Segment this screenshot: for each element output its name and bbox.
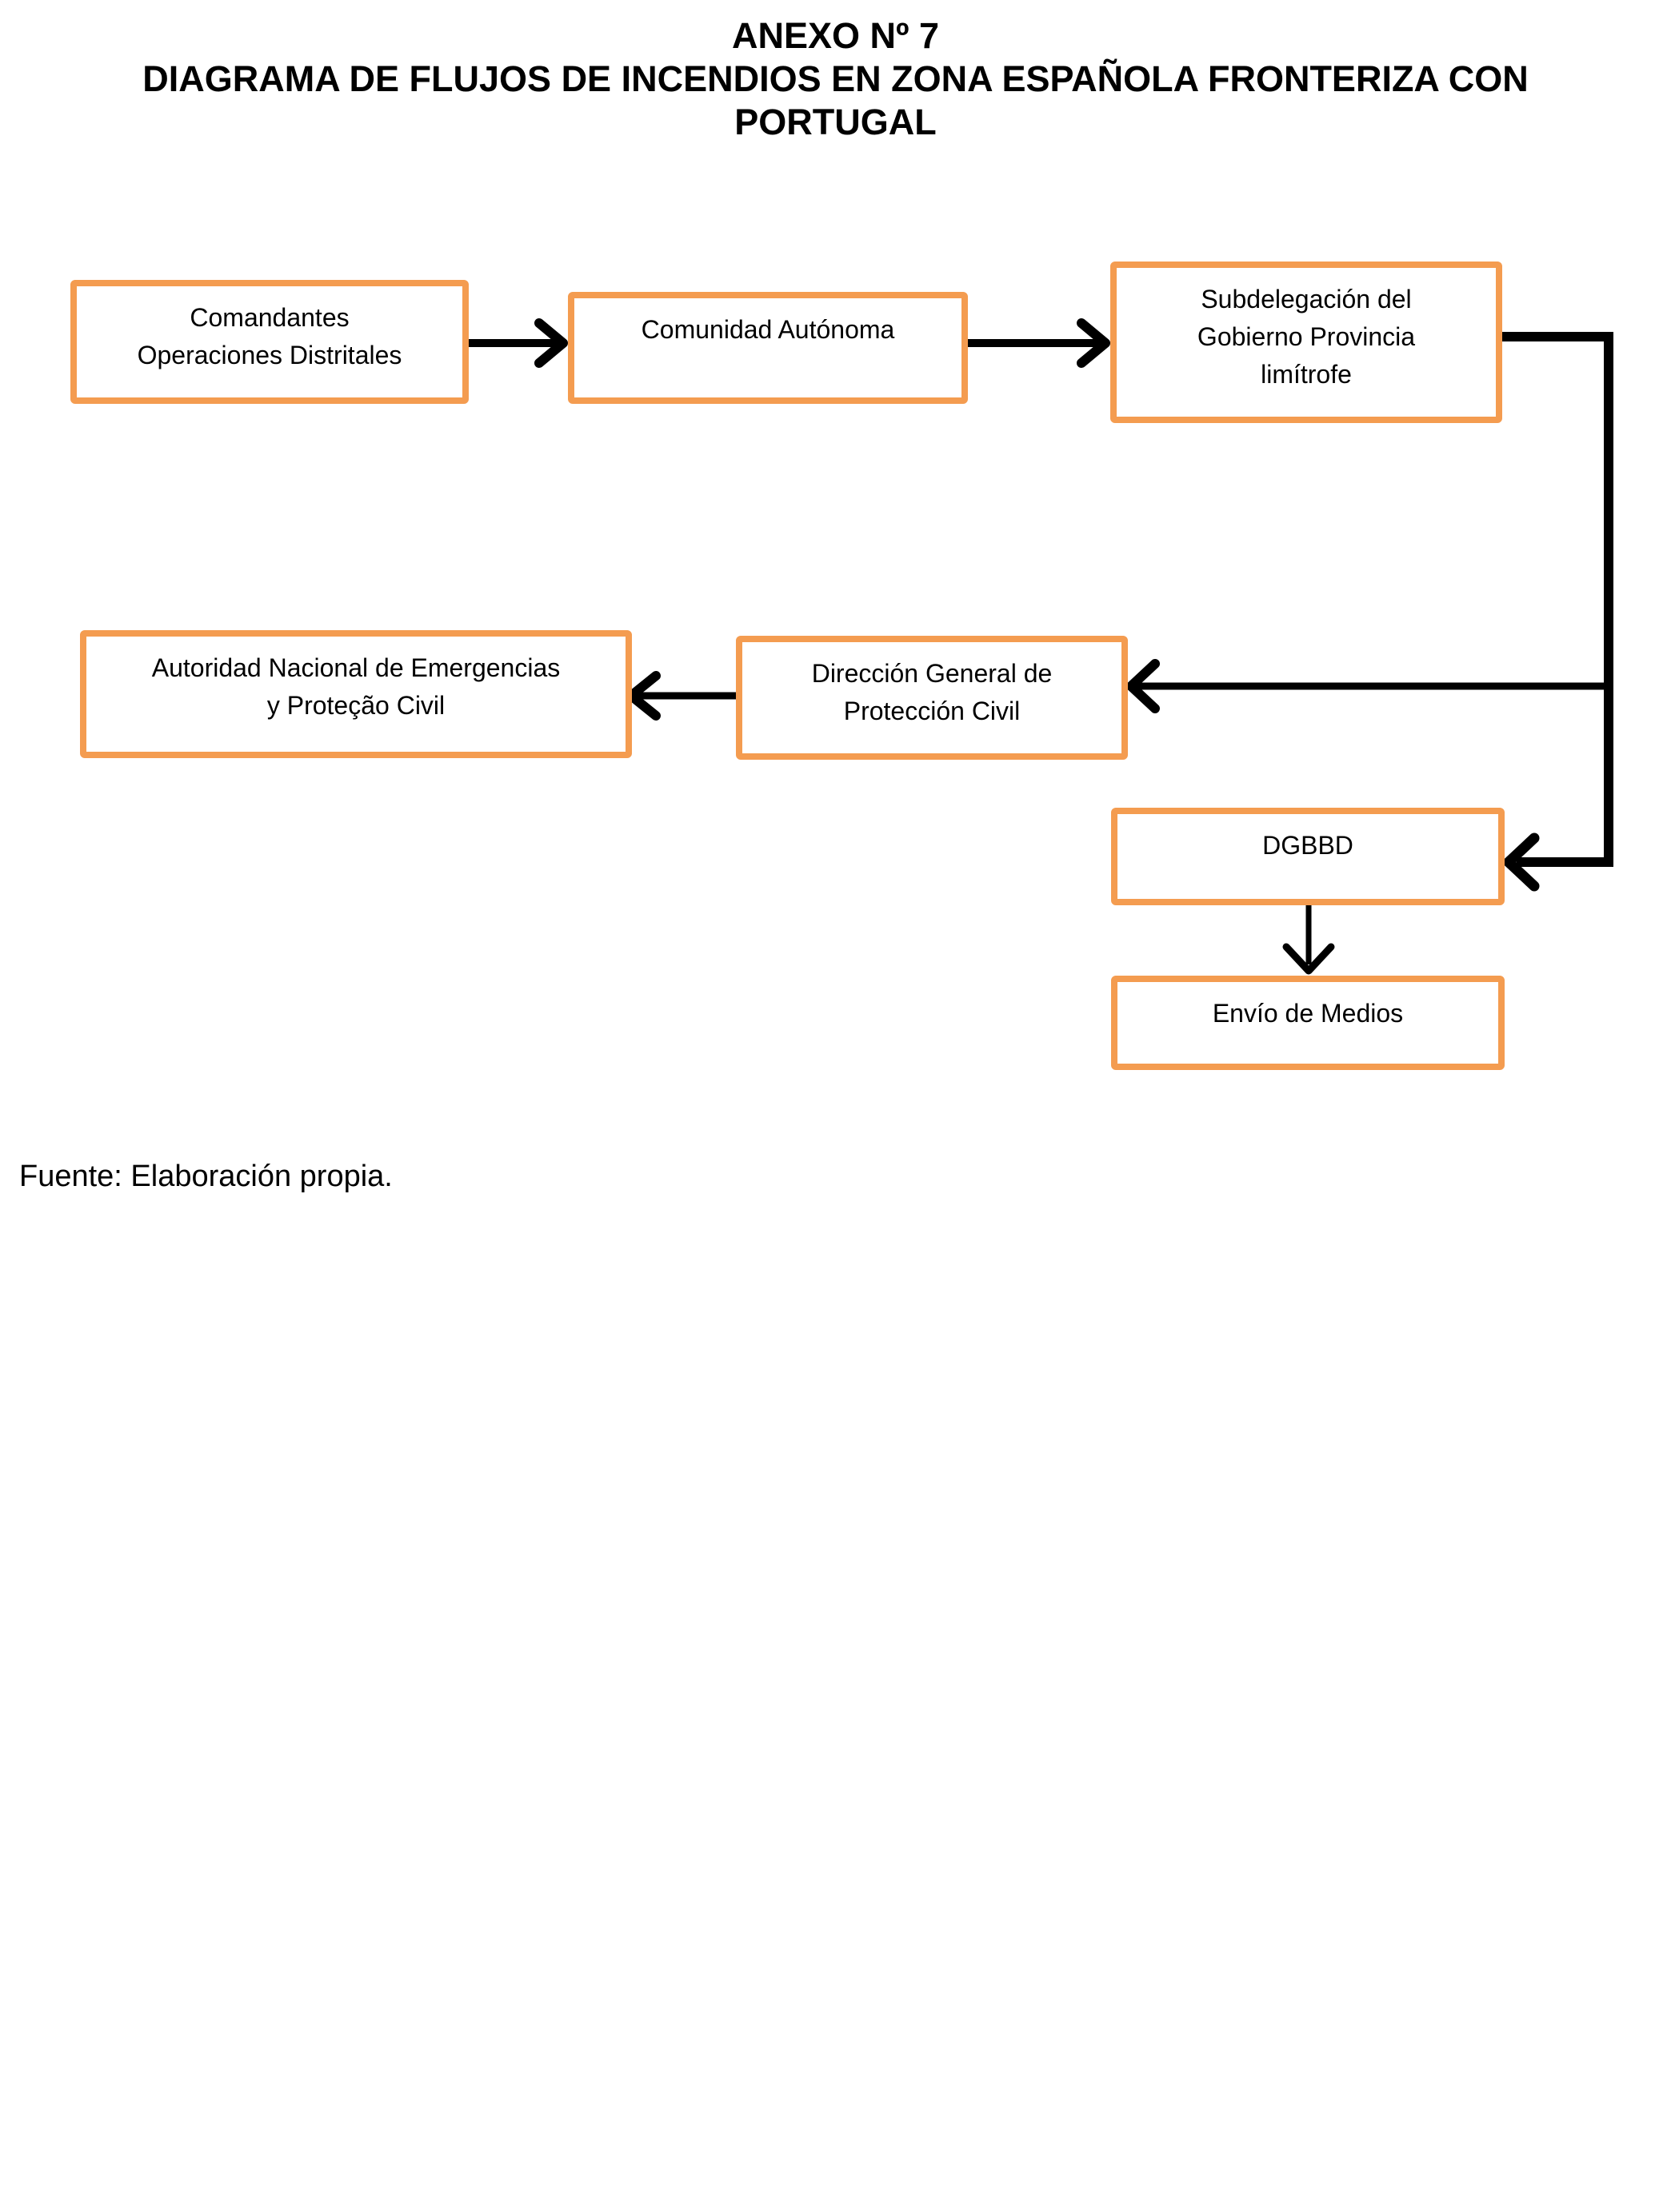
title-line-3: PORTUGAL xyxy=(734,102,937,142)
node-label: Envío de Medios xyxy=(1212,999,1404,1028)
node-label: Autoridad Nacional de Emergencias y Proteção Civil xyxy=(151,653,561,720)
source-note: Fuente: Elaboración propia. xyxy=(19,1160,393,1193)
node-label: Comandantes Operaciones Distritales xyxy=(137,303,402,369)
node-label: Comunidad Autónoma xyxy=(641,315,895,344)
node-label: Dirección General de Protección Civil xyxy=(811,659,1053,725)
page-title xyxy=(0,14,1671,144)
node-direccion-general-proteccion-civil xyxy=(736,636,1128,760)
title-line-1: ANEXO Nº 7 xyxy=(732,15,939,56)
node-subdelegacion-gobierno xyxy=(1110,262,1502,423)
node-envio-de-medios xyxy=(1111,976,1505,1070)
node-autoridad-nacional-emergencias xyxy=(80,630,632,758)
edge-dgbbd-to-envio xyxy=(1286,905,1331,971)
node-label: Subdelegación del Gobierno Provincia limítrofe xyxy=(1197,285,1416,389)
node-label: DGBBD xyxy=(1262,831,1353,860)
edge-comandantes-to-comunidad xyxy=(469,323,563,363)
edge-subdelegacion-to-dgbbd xyxy=(1501,337,1609,886)
node-dgbbd xyxy=(1111,808,1505,905)
title-line-2: DIAGRAMA DE FLUJOS DE INCENDIOS EN ZONA ESPAÑOLA FRONTERIZA CON xyxy=(142,58,1529,99)
edge-direccion-to-autoridad xyxy=(631,676,738,716)
node-comunidad-autonoma xyxy=(568,292,968,404)
node-comandantes-operaciones-distritales xyxy=(70,280,469,404)
edge-comunidad-to-subdelegacion xyxy=(968,323,1105,363)
edge-subdelegacion-to-direccion xyxy=(1131,664,1609,709)
